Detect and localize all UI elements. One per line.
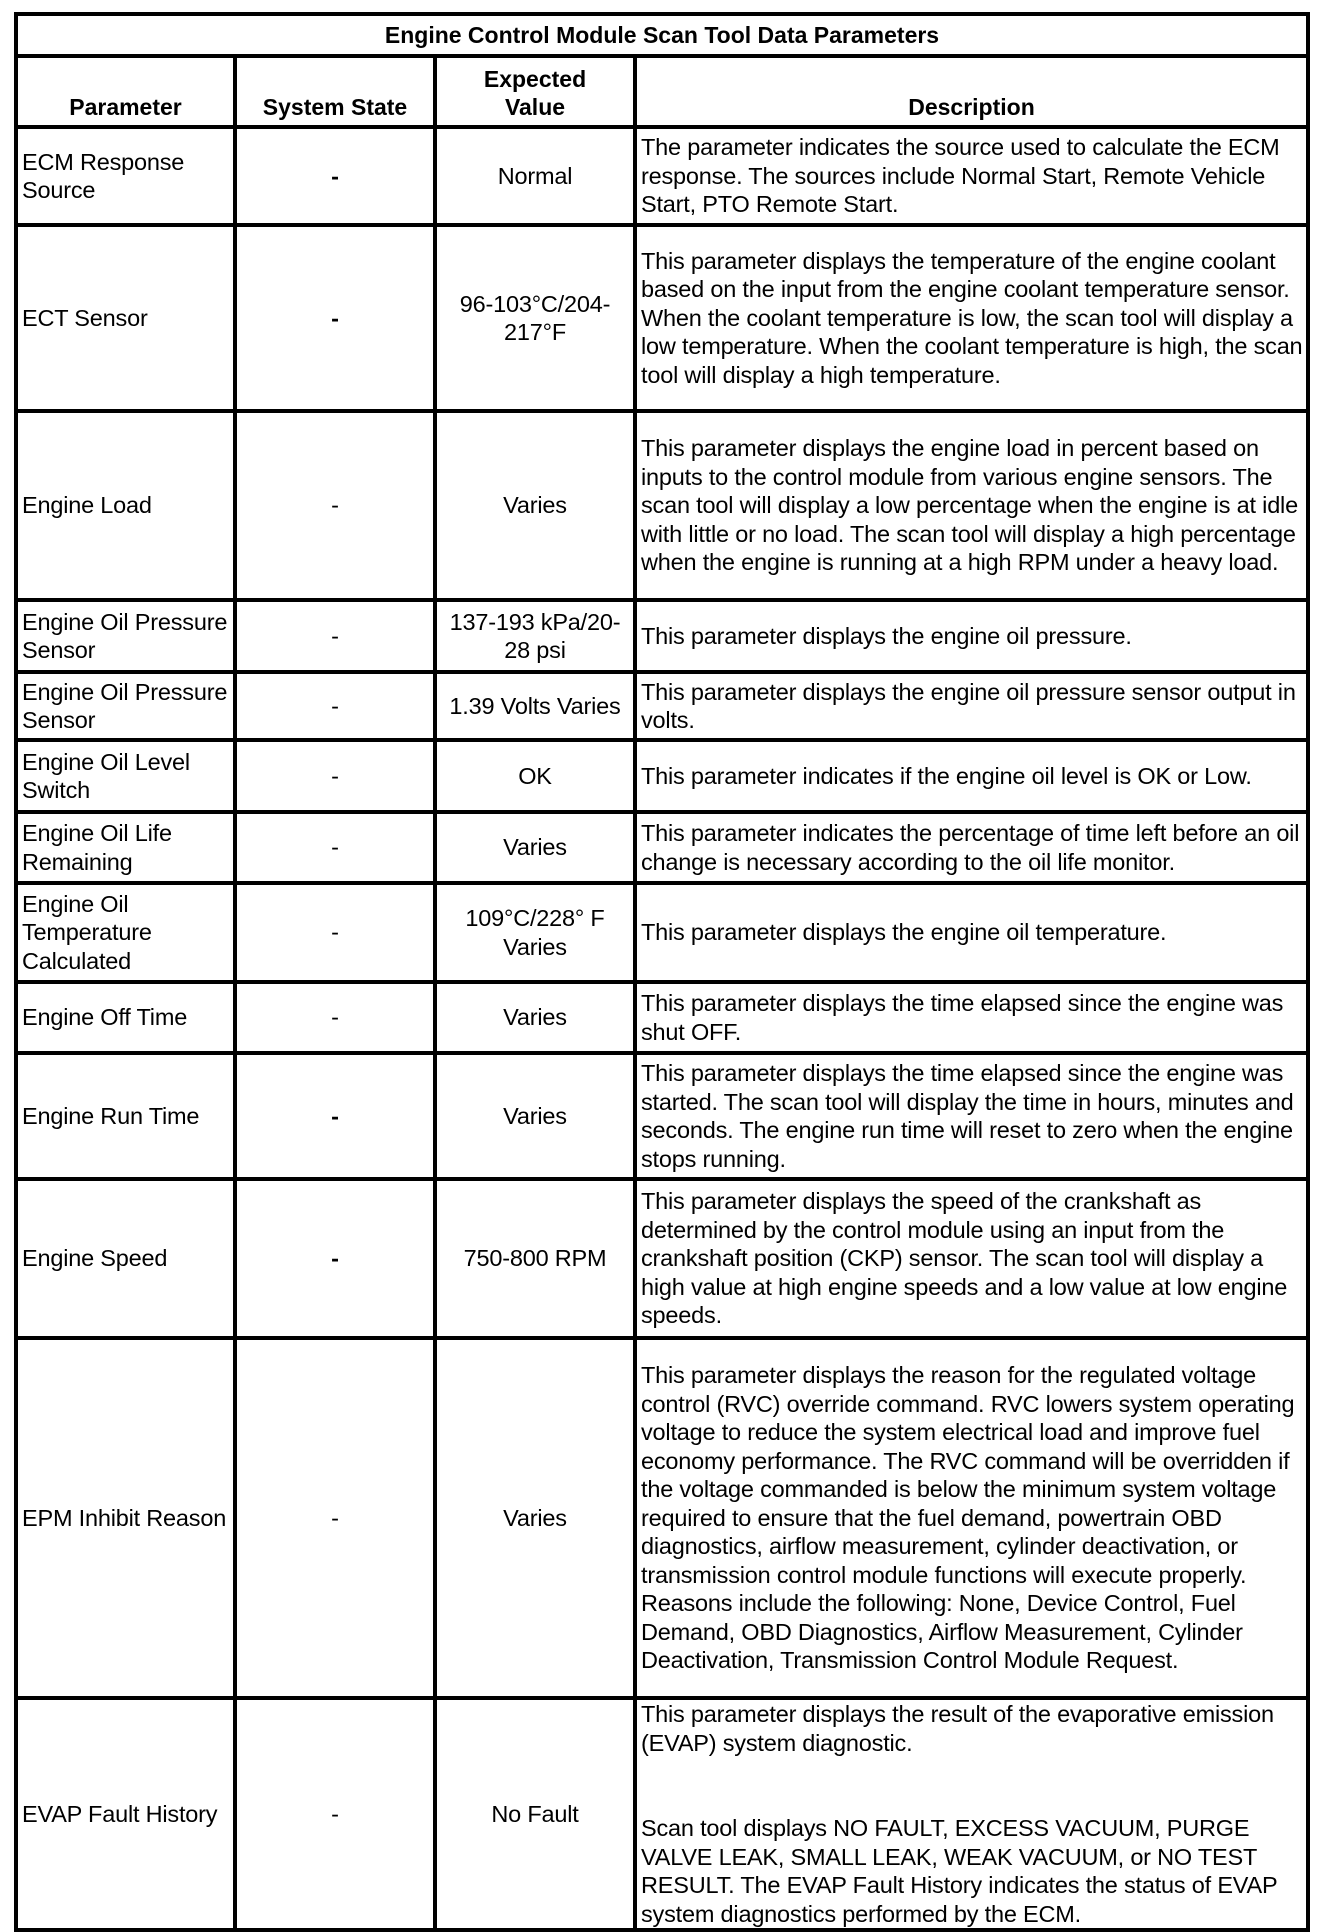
header-expected-value xyxy=(435,56,635,127)
parameter-cell: Engine Oil Pressure Sensor xyxy=(16,672,235,740)
table-row xyxy=(16,883,1308,982)
system-state-cell: - xyxy=(235,883,435,982)
table-header-row xyxy=(16,56,1308,127)
system-state-cell: - xyxy=(235,1698,435,1930)
header-system-state: System State xyxy=(235,56,435,127)
table-row xyxy=(16,1338,1308,1698)
parameter-cell: Engine Run Time xyxy=(16,1053,235,1179)
table-row xyxy=(16,1179,1308,1338)
description-cell: This parameter displays the engine oil pressure. xyxy=(635,600,1308,672)
system-state-cell: - xyxy=(235,672,435,740)
table-row xyxy=(16,1698,1308,1930)
description-cell: This parameter displays the engine oil temperature. xyxy=(635,883,1308,982)
description-cell: This parameter displays the time elapsed since the engine was started. The scan tool will display the time in hours, minutes and seconds. The engine run time will reset to zero when the engine stops running. xyxy=(635,1053,1308,1179)
parameter-cell: EPM Inhibit Reason xyxy=(16,1338,235,1698)
parameter-cell: Engine Oil Life Remaining xyxy=(16,812,235,883)
system-state-cell: - xyxy=(235,225,435,411)
expected-value-cell: 109°C/228° F Varies xyxy=(435,883,635,982)
table-row xyxy=(16,1053,1308,1179)
expected-value-cell: 1.39 Volts Varies xyxy=(435,672,635,740)
expected-value-cell: Varies xyxy=(435,982,635,1053)
parameter-cell: Engine Oil Pressure Sensor xyxy=(16,600,235,672)
parameter-cell: Engine Off Time xyxy=(16,982,235,1053)
expected-value-cell: Varies xyxy=(435,411,635,600)
description-cell: This parameter displays the time elapsed since the engine was shut OFF. xyxy=(635,982,1308,1053)
expected-value-cell: Varies xyxy=(435,812,635,883)
system-state-cell: - xyxy=(235,982,435,1053)
description-paragraph: This parameter displays the result of the evaporative emission (EVAP) system diagnostic. xyxy=(641,1701,1274,1756)
table-row xyxy=(16,600,1308,672)
description-cell xyxy=(635,1698,1308,1930)
description-cell: This parameter indicates the percentage of time left before an oil change is necessary according to the oil life monitor. xyxy=(635,812,1308,883)
system-state-cell: - xyxy=(235,1053,435,1179)
expected-value-cell: 137-193 kPa/20-28 psi xyxy=(435,600,635,672)
scan-tool-data-table xyxy=(14,12,1310,1932)
table-row xyxy=(16,672,1308,740)
table-row xyxy=(16,740,1308,812)
table-title-row xyxy=(16,14,1308,56)
expected-value-cell: 96-103°C/204-217°F xyxy=(435,225,635,411)
table-row xyxy=(16,411,1308,600)
description-cell: This parameter displays the temperature of the engine coolant based on the input from the engine coolant temperature sensor. When the coolant temperature is low, the scan tool will display a low temperature. When the coolant temperature is high, the scan tool will display a high temperature. xyxy=(635,225,1308,411)
parameter-cell: Engine Speed xyxy=(16,1179,235,1338)
system-state-cell: - xyxy=(235,600,435,672)
expected-value-cell: OK xyxy=(435,740,635,812)
description-paragraph: Scan tool displays NO FAULT, EXCESS VACUUM, PURGE VALVE LEAK, SMALL LEAK, WEAK VACUUM, or NO TEST RESULT. The EVAP Fault History indicates the status of EVAP system diagnostics performed by the ECM. xyxy=(641,1815,1278,1927)
expected-value-cell: Varies xyxy=(435,1053,635,1179)
description-cell: The parameter indicates the source used to calculate the ECM response. The sources include Normal Start, Remote Vehicle Start, PTO Remote Start. xyxy=(635,127,1308,225)
expected-value-cell: 750-800 RPM xyxy=(435,1179,635,1338)
header-expected-value-line2: Value xyxy=(504,94,566,120)
parameter-cell: ECM Response Source xyxy=(16,127,235,225)
parameter-cell: Engine Oil Temperature Calculated xyxy=(16,883,235,982)
system-state-cell: - xyxy=(235,812,435,883)
paragraph-spacer xyxy=(641,1757,1304,1814)
table-row xyxy=(16,127,1308,225)
parameter-cell: ECT Sensor xyxy=(16,225,235,411)
table-row xyxy=(16,982,1308,1053)
description-cell: This parameter displays the engine oil pressure sensor output in volts. xyxy=(635,672,1308,740)
header-parameter: Parameter xyxy=(16,56,235,127)
system-state-cell: - xyxy=(235,1179,435,1338)
header-expected-value-line1: Expected xyxy=(483,66,587,92)
system-state-cell: - xyxy=(235,1338,435,1698)
system-state-cell: - xyxy=(235,127,435,225)
expected-value-cell: No Fault xyxy=(435,1698,635,1930)
description-cell: This parameter indicates if the engine oil level is OK or Low. xyxy=(635,740,1308,812)
table-title: Engine Control Module Scan Tool Data Parameters xyxy=(16,14,1308,56)
parameter-cell: Engine Load xyxy=(16,411,235,600)
expected-value-cell: Normal xyxy=(435,127,635,225)
table-row xyxy=(16,812,1308,883)
table-row xyxy=(16,225,1308,411)
description-cell: This parameter displays the engine load in percent based on inputs to the control module from various engine sensors. The scan tool will display a low percentage when the engine is at idle with little or no load. The scan tool will display a high percentage when the engine is running at a high RPM under a heavy load. xyxy=(635,411,1308,600)
header-description: Description xyxy=(635,56,1308,127)
parameter-cell: Engine Oil Level Switch xyxy=(16,740,235,812)
system-state-cell: - xyxy=(235,740,435,812)
description-cell: This parameter displays the speed of the crankshaft as determined by the control module using an input from the crankshaft position (CKP) sensor. The scan tool will display a high value at high engine speeds and a low value at low engine speeds. xyxy=(635,1179,1308,1338)
description-cell: This parameter displays the reason for the regulated voltage control (RVC) override command. RVC lowers system operating voltage to reduce the system electrical load and improve fuel economy performance. The RVC command will be overridden if the voltage commanded is below the minimum system voltage required to ensure that the fuel demand, powertrain OBD diagnostics, airflow measurement, cylinder deactivation, or transmission control module functions will execute properly. Reasons include the following: None, Device Control, Fuel Demand, OBD Diagnostics, Airflow Measurement, Cylinder Deactivation, Transmission Control Module Request. xyxy=(635,1338,1308,1698)
expected-value-cell: Varies xyxy=(435,1338,635,1698)
parameter-cell: EVAP Fault History xyxy=(16,1698,235,1930)
system-state-cell: - xyxy=(235,411,435,600)
